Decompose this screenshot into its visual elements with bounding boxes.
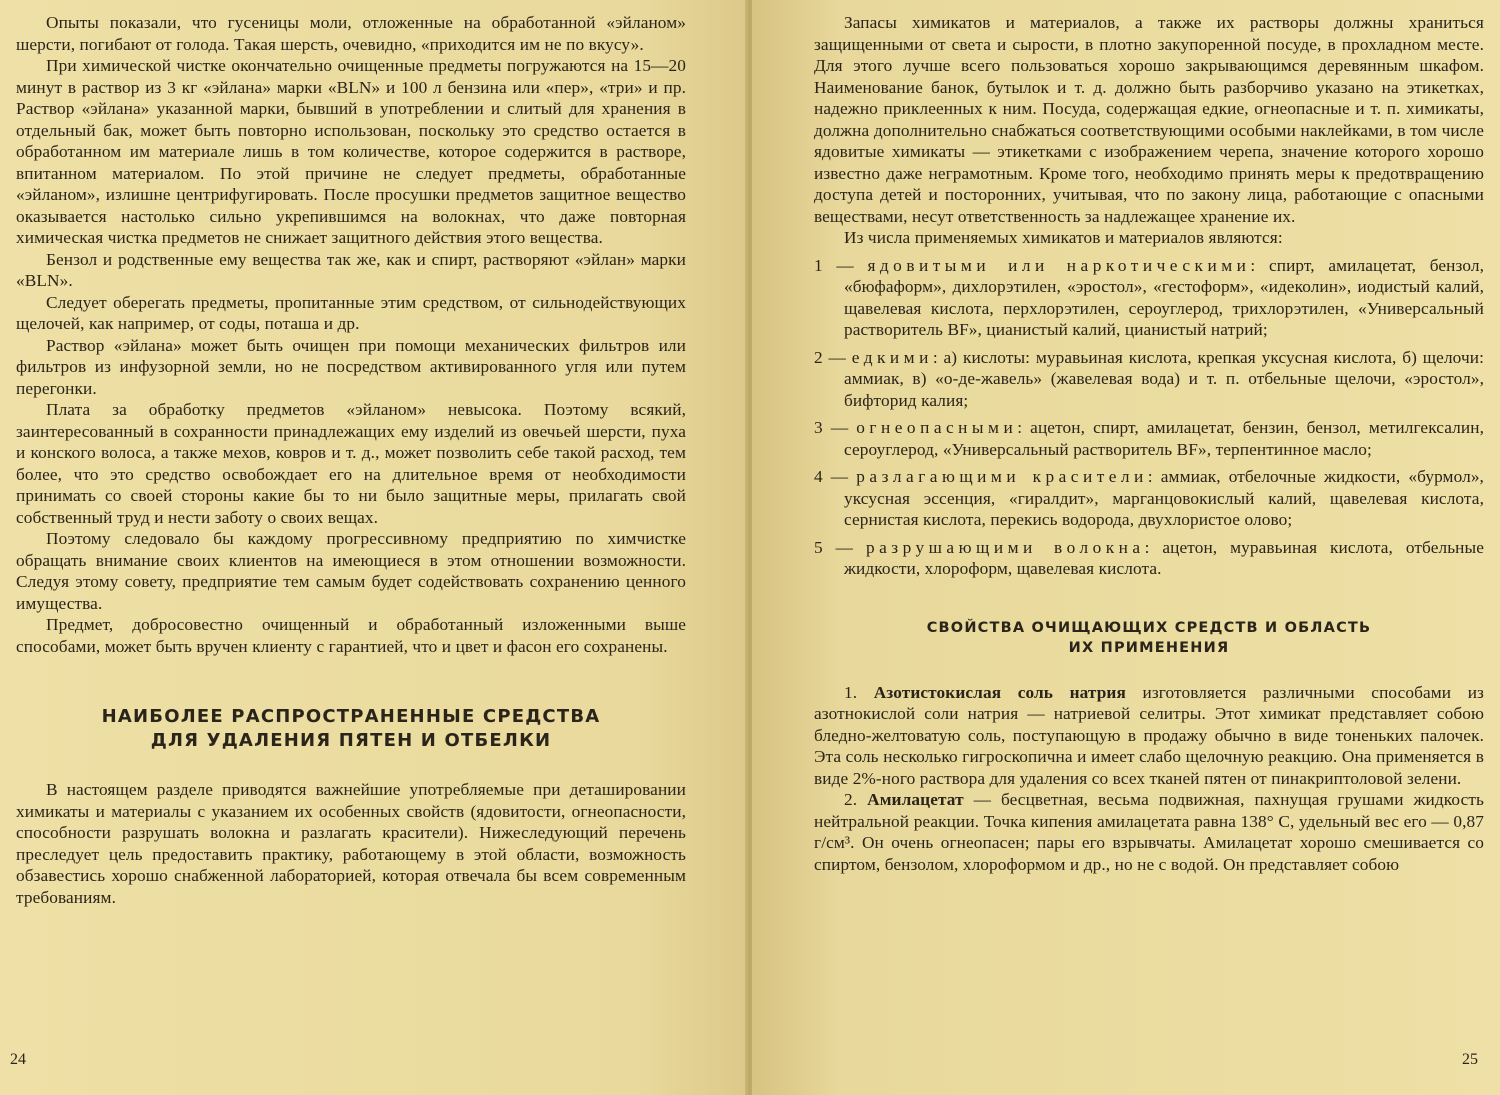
list-number: 3 — [814, 418, 857, 437]
entry-term: Азотистокислая соль натрия [873, 682, 1126, 702]
list-item [814, 466, 1484, 531]
list-term: ядовитыми или наркотическими [867, 255, 1251, 275]
heading-line: ИХ ПРИМЕНЕНИЯ [1068, 639, 1230, 656]
left-page [0, 0, 748, 1095]
list-text: : спирт, амилацетат, бензол, «бюфаформ», дихлорэтилен, «эростол», «гестоформ», «идеколин», иодистый калий, щавелевая кислота, перхлорэтилен, сероуглерод, трихлорэтилен, «Универсальный растворитель BF», цианистый калий, цианистый натрий; [844, 255, 1484, 339]
list-text: : ацетон, спирт, амилацетат, бензин, бензол, метилгексалин, сероуглерод, «Универсальный растворитель BF», терпентинное масло; [844, 418, 1484, 459]
paragraph: Опыты показали, что гусеницы моли, отложенные на обработанной «эйланом» шерсти, погибают от голода. Такая шерсть, очевидно, «приходится им не по вкусу». [16, 13, 686, 54]
list-item [814, 537, 1484, 580]
section-heading [814, 618, 1484, 658]
paragraph: Запасы химикатов и материалов, а также их растворы должны храниться защищенными от света и сырости, в плотно закупоренной посуде, в прохладном месте. Для этого лучше всего пользоваться хорошо закрывающимся деревянным шкафом. Наименование банок, бутылок и т. д. должно быть разборчиво указано на этикетках, надежно приклеенных к ним. Посуда, содержащая едкие, огнеопасные и т. п. химикаты, должна дополнительно снабжаться соответствующими особыми наклейками, в том числе ядовитые химикаты — этикетками с изображением черепа, значение которого хорошо известно даже неграмотным. Кроме того, необходимо принять меры к предотвращению доступа детей и посторонних, учитывая, что по закону лица, работающие с опасными веществами, несут ответственность за надлежащее хранение их. [814, 13, 1484, 226]
paragraph: Предмет, добросовестно очищенный и обработанный изложенными выше способами, может быть вручен клиенту с гарантией, что и цвет и фасон его сохранены. [16, 615, 686, 656]
paragraph: При химической чистке окончательно очищенные предметы погружаются на 15—20 минут в раствор из 3 кг «эйлана» марки «BLN» и 100 л бензина или «пер», «три» и пр. Раствор «эйлана» указанной марки, бывший в употреблении и слитый для хранения в отдельный бак, может быть повторно использован, поскольку это средство остается в обработанном им материале лишь в том количестве, которое содержится в растворе, впитанном материалом. По этой причине не следует предметы, обработанные «эйланом», излишне центрифугировать. После просушки предметов защитное вещество оказывается настолько сильно укрепившимся на волокнах, что даже повторная химическая чистка предметов не снижает защитного действия этого вещества. [16, 56, 686, 247]
hazard-list [814, 255, 1484, 580]
section-heading [16, 705, 686, 753]
entry-number: 2. [844, 790, 868, 809]
page-number: 24 [10, 1051, 26, 1068]
entry-text: изготовляется различными способами из азотнокислой соли натрия — натриевой селитры. Этот химикат представляет собою бледно-желтоватую соль, поступающую в продажу обычно в виде тоненьких палочек. Эта соль несколько гигроскопична и имеет слабо щелочную реакцию. Она применяется в виде 2%-ного раствора для удаления со всех тканей пятен от пинакриптоловой зелени. [814, 682, 1484, 788]
entry-term: Амилацетат [867, 790, 964, 809]
list-number: 1 — [814, 255, 868, 275]
heading-line: СВОЙСТВА ОЧИЩАЮЩИХ СРЕДСТВ И ОБЛАСТЬ [926, 619, 1372, 636]
paragraph: Плата за обработку предметов «эйланом» невысока. Поэтому всякий, заинтересованный в сохранности принадлежащих ему изделий из овечьей шерсти, пуха и конского волоса, а также мехов, ковров и т. д., может позволить себе такой расход, тем более, что это средство освобождает его на длительное время от необходимости принимать со своей стороны какие бы то ни было защитные меры, прилагать свой собственный труд и нести заботу о своих вещах. [16, 400, 686, 527]
list-term: едкими [851, 347, 933, 367]
list-intro: Из числа применяемых химикатов и материалов являются: [844, 228, 1283, 247]
list-text: : а) кислоты: муравьиная кислота, крепкая уксусная кислота, б) щелочи: аммиак, в) «о-де-жавель» (жавелевая вода) и т. п. отбельные щелочи, «эростол», бифторид калия; [844, 347, 1484, 410]
list-number: 4 — [814, 467, 857, 486]
list-term: огнеопасными [856, 418, 1018, 437]
paragraph: Раствор «эйлана» может быть очищен при помощи механических фильтров или фильтров из инфузорной земли, но не посредством активированного угля или путем перегонки. [16, 335, 686, 398]
list-number: 5 — [814, 537, 866, 557]
heading-line: ДЛЯ УДАЛЕНИЯ ПЯТЕН И ОТБЕЛКИ [150, 730, 552, 751]
list-term: разрушающими волокна [865, 537, 1145, 557]
entry-number: 1. [844, 682, 874, 702]
list-text: : аммиак, отбелочные жидкости, «бурмол», уксусная эссенция, «гиралдит», марганцовокислый калий, щавелевая кислота, сернистая кислота, перекись водорода, двухлористое олово; [844, 467, 1484, 529]
list-item [814, 417, 1484, 460]
section-paragraph: В настоящем разделе приводятся важнейшие употребляемые при деташировании химикаты и материалы с указанием их особенных свойств (ядовитости, огнеопасности, способности разрушать волокна и разлагать красители). Нижеследующий перечень преследует цель предоставить практику, работающему в этой области, возможность обзавестись хорошо снабженной лабораторией, которая отвечала бы всем современным требованиям. [16, 780, 686, 907]
right-page [752, 0, 1500, 1095]
entry-text: — бесцветная, весьма подвижная, пахнущая грушами жидкость нейтральной реакции. Точка кипения амилацетата равна 138° С, удельный вес его — 0,87 г/см³. Он очень огнеопасен; пары его взрывчаты. Амилацетат хорошо смешивается со спиртом, бензолом, хлороформом и др., но не с водой. Он представляет собою [814, 790, 1484, 874]
entry-paragraph [814, 682, 1484, 790]
paragraph: Следует оберегать предметы, пропитанные этим средством, от сильнодействующих щелочей, как например, от соды, поташа и др. [16, 292, 686, 333]
list-item [814, 347, 1484, 412]
list-term: разлагающими красители [856, 467, 1148, 486]
paragraph: Бензол и родственные ему вещества так же, как и спирт, растворяют «эйлан» марки «BLN». [16, 249, 686, 290]
list-number: 2 — [814, 347, 852, 367]
entry-paragraph [814, 789, 1484, 875]
heading-line: НАИБОЛЕЕ РАСПРОСТРАНЕННЫЕ СРЕДСТВА [101, 706, 601, 727]
list-text: : ацетон, муравьиная кислота, отбельные жидкости, хлороформ, щавелевая кислота. [844, 537, 1484, 578]
page-number: 25 [1462, 1051, 1478, 1068]
list-item [814, 255, 1484, 341]
paragraph: Поэтому следовало бы каждому прогрессивному предприятию по химчистке обращать внимание своих клиентов на имеющиеся в этом отношении возможности. Следуя этому совету, предприятие тем самым будет содействовать сохранению ценного имущества. [16, 529, 686, 613]
